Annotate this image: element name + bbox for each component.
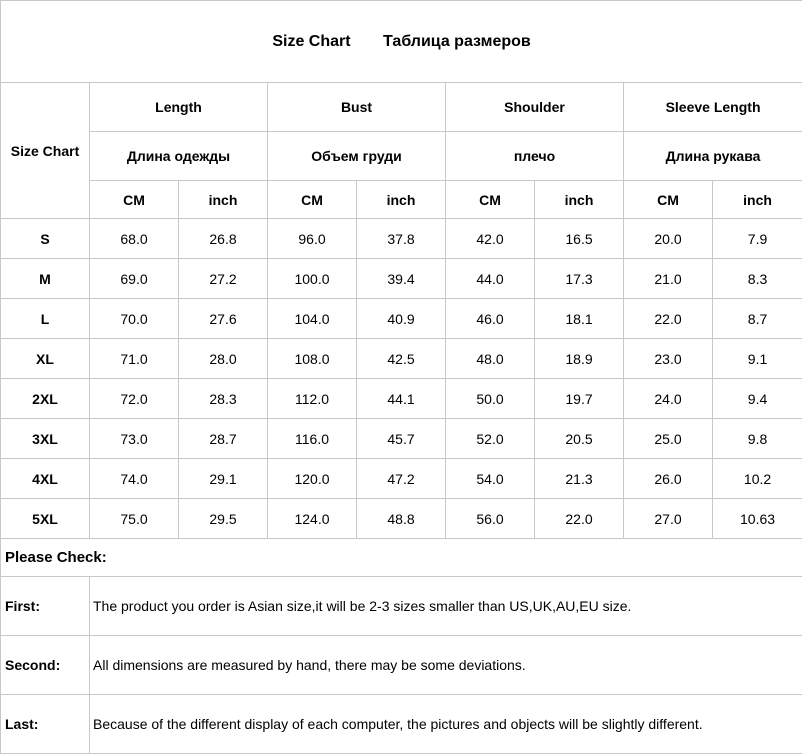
unit-cm: CM — [624, 181, 713, 219]
table-cell: 26.0 — [624, 459, 713, 499]
table-cell: 9.1 — [713, 339, 802, 379]
notes-heading-row — [1, 539, 802, 577]
col-header-bust-ru: Объем груди — [268, 132, 446, 181]
table-cell: 20.0 — [624, 219, 713, 259]
table-cell: 8.3 — [713, 259, 802, 299]
table-cell: 39.4 — [357, 259, 446, 299]
table-cell: 29.5 — [179, 499, 268, 539]
table-cell: 27.2 — [179, 259, 268, 299]
table-row — [1, 499, 802, 539]
col-header-sleeve-ru: Длина рукава — [624, 132, 802, 181]
table-cell: 22.0 — [535, 499, 624, 539]
size-label: 4XL — [1, 459, 90, 499]
table-cell: 28.3 — [179, 379, 268, 419]
table-cell: 47.2 — [357, 459, 446, 499]
note-label: First: — [1, 577, 90, 636]
size-label: 2XL — [1, 379, 90, 419]
table-cell: 7.9 — [713, 219, 802, 259]
unit-inch: inch — [179, 181, 268, 219]
table-row — [1, 219, 802, 259]
table-cell: 24.0 — [624, 379, 713, 419]
chart-title — [1, 1, 802, 83]
note-row — [1, 636, 802, 695]
size-label: L — [1, 299, 90, 339]
table-cell: 10.63 — [713, 499, 802, 539]
col-header-sleeve: Sleeve Length — [624, 83, 802, 132]
table-cell: 27.0 — [624, 499, 713, 539]
table-cell: 56.0 — [446, 499, 535, 539]
note-row — [1, 577, 802, 636]
table-cell: 70.0 — [90, 299, 179, 339]
table-cell: 26.8 — [179, 219, 268, 259]
table-cell: 54.0 — [446, 459, 535, 499]
table-cell: 100.0 — [268, 259, 357, 299]
table-cell: 25.0 — [624, 419, 713, 459]
size-label: 5XL — [1, 499, 90, 539]
unit-inch: inch — [357, 181, 446, 219]
table-row — [1, 459, 802, 499]
unit-inch: inch — [713, 181, 802, 219]
table-cell: 104.0 — [268, 299, 357, 339]
table-row — [1, 259, 802, 299]
table-cell: 28.7 — [179, 419, 268, 459]
table-cell: 9.4 — [713, 379, 802, 419]
size-label: XL — [1, 339, 90, 379]
table-cell: 22.0 — [624, 299, 713, 339]
table-cell: 28.0 — [179, 339, 268, 379]
unit-cm: CM — [446, 181, 535, 219]
table-row — [1, 379, 802, 419]
table-cell: 10.2 — [713, 459, 802, 499]
table-cell: 116.0 — [268, 419, 357, 459]
table-cell: 37.8 — [357, 219, 446, 259]
table-cell: 21.0 — [624, 259, 713, 299]
table-cell: 16.5 — [535, 219, 624, 259]
title-en: Size Chart — [272, 33, 350, 51]
table-cell: 8.7 — [713, 299, 802, 339]
table-row — [1, 299, 802, 339]
col-header-shoulder: Shoulder — [446, 83, 624, 132]
table-cell: 46.0 — [446, 299, 535, 339]
table-cell: 18.9 — [535, 339, 624, 379]
table-cell: 29.1 — [179, 459, 268, 499]
notes-heading: Please Check: — [1, 539, 802, 577]
title-row — [1, 1, 802, 83]
table-cell: 112.0 — [268, 379, 357, 419]
title-ru: Таблица размеров — [383, 33, 531, 51]
table-row — [1, 419, 802, 459]
table-cell: 21.3 — [535, 459, 624, 499]
table-cell: 74.0 — [90, 459, 179, 499]
table-cell: 45.7 — [357, 419, 446, 459]
table-cell: 52.0 — [446, 419, 535, 459]
table-cell: 108.0 — [268, 339, 357, 379]
size-label: M — [1, 259, 90, 299]
note-text: Because of the different display of each computer, the pictures and objects will be slightly different. — [90, 695, 802, 754]
size-label: S — [1, 219, 90, 259]
unit-cm: CM — [268, 181, 357, 219]
table-cell: 19.7 — [535, 379, 624, 419]
header-row-en — [1, 83, 802, 132]
header-row-ru — [1, 132, 802, 181]
table-cell: 20.5 — [535, 419, 624, 459]
table-cell: 23.0 — [624, 339, 713, 379]
note-label: Last: — [1, 695, 90, 754]
table-cell: 48.8 — [357, 499, 446, 539]
note-label: Second: — [1, 636, 90, 695]
table-cell: 73.0 — [90, 419, 179, 459]
table-cell: 50.0 — [446, 379, 535, 419]
table-cell: 42.0 — [446, 219, 535, 259]
unit-cm: CM — [90, 181, 179, 219]
table-cell: 68.0 — [90, 219, 179, 259]
table-cell: 48.0 — [446, 339, 535, 379]
table-cell: 71.0 — [90, 339, 179, 379]
table-cell: 27.6 — [179, 299, 268, 339]
table-cell: 44.1 — [357, 379, 446, 419]
col-header-length-ru: Длина одежды — [90, 132, 268, 181]
col-header-shoulder-ru: плечо — [446, 132, 624, 181]
size-label: 3XL — [1, 419, 90, 459]
table-cell: 9.8 — [713, 419, 802, 459]
table-cell: 18.1 — [535, 299, 624, 339]
note-text: All dimensions are measured by hand, there may be some deviations. — [90, 636, 802, 695]
table-cell: 120.0 — [268, 459, 357, 499]
table-cell: 42.5 — [357, 339, 446, 379]
size-column-header: Size Chart — [1, 83, 90, 219]
unit-inch: inch — [535, 181, 624, 219]
unit-row — [1, 181, 802, 219]
table-cell: 72.0 — [90, 379, 179, 419]
table-cell: 75.0 — [90, 499, 179, 539]
table-cell: 124.0 — [268, 499, 357, 539]
col-header-bust: Bust — [268, 83, 446, 132]
table-cell: 17.3 — [535, 259, 624, 299]
table-row — [1, 339, 802, 379]
note-text: The product you order is Asian size,it will be 2-3 sizes smaller than US,UK,AU,EU size. — [90, 577, 802, 636]
table-cell: 40.9 — [357, 299, 446, 339]
note-row — [1, 695, 802, 754]
col-header-length: Length — [90, 83, 268, 132]
table-cell: 44.0 — [446, 259, 535, 299]
table-cell: 69.0 — [90, 259, 179, 299]
table-cell: 96.0 — [268, 219, 357, 259]
